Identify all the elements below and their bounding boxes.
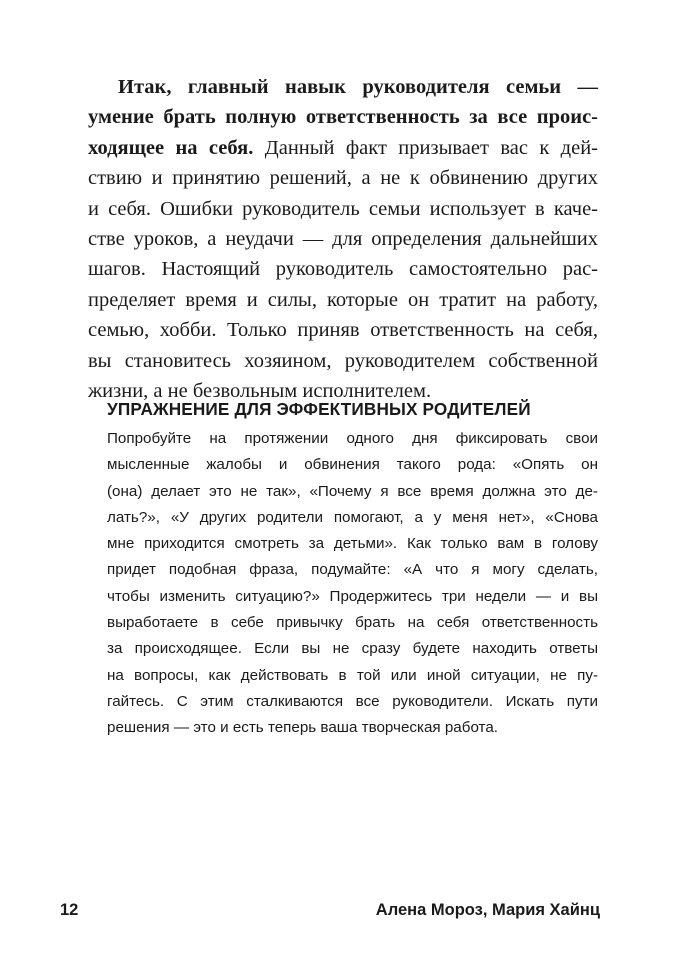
main-paragraph bbox=[88, 72, 598, 406]
exercise-line: чтобы изменить ситуацию?» Продержитесь три недели — и вы bbox=[107, 587, 598, 605]
main-paragraph-line: Итак, главный навык руководителя семьи — bbox=[118, 76, 598, 98]
exercise-line: гайтесь. С этим сталкиваются все руководители. Искать пути bbox=[107, 692, 598, 710]
exercise-line: на вопросы, как действовать в той или иной ситуации, не пу- bbox=[107, 666, 598, 684]
exercise-line: Попробуйте на протяжении одного дня фиксировать свои bbox=[107, 430, 598, 447]
main-paragraph-line: ствию и принятию решений, а не к обвинению других bbox=[88, 167, 598, 190]
exercise-line: решения — это и есть теперь ваша творческая работа. bbox=[107, 719, 499, 737]
main-paragraph-line: шагов. Настоящий руководитель самостоятельно рас- bbox=[88, 258, 598, 281]
exercise-line: (она) делает это не так», «Почему я все время должна это де- bbox=[107, 482, 598, 500]
exercise-line: мысленные жалобы и обвинения такого рода: «Опять он bbox=[107, 456, 598, 474]
exercise-line: лать?», «У других родители помогают, а у меня нет», «Снова bbox=[107, 508, 598, 526]
main-paragraph-line: пределяет время и силы, которые он тратит на работу, bbox=[88, 288, 598, 311]
main-paragraph-line: ходящее на себя. Данный факт призывает вас к дей- bbox=[88, 136, 598, 159]
page-footer bbox=[60, 898, 600, 922]
main-paragraph-line: стве уроков, а неудачи — для определения дальнейших bbox=[88, 227, 598, 250]
main-paragraph-line: семью, хобби. Только приняв ответственность на себя, bbox=[88, 319, 598, 342]
page-number: 12 bbox=[60, 901, 79, 919]
main-paragraph-line: и себя. Ошибки руководитель семьи использует в каче- bbox=[88, 197, 598, 220]
exercise-body bbox=[107, 426, 598, 742]
authors-running-footer: Алена Мороз, Мария Хайнц bbox=[375, 901, 600, 919]
exercise-line: за происходящее. Если вы не сразу будете находить ответы bbox=[107, 640, 598, 658]
exercise-line: выработаете в себе привычку брать на себя ответственность bbox=[107, 614, 598, 632]
main-paragraph-line: умение брать полную ответственность за все проис- bbox=[88, 106, 598, 129]
exercise-line: придет подобная фраза, подумайте: «А что я могу сделать, bbox=[107, 561, 598, 579]
main-paragraph-line: жизни, а не безвольным исполнителем. bbox=[88, 379, 432, 402]
exercise-line: мне приходится смотреть за детьми». Как только вам в голову bbox=[107, 535, 598, 553]
main-paragraph-line: вы становитесь хозяином, руководителем собственной bbox=[88, 349, 598, 372]
exercise-heading: УПРАЖНЕНИЕ ДЛЯ ЭФФЕКТИВНЫХ РОДИТЕЛЕЙ bbox=[107, 399, 531, 419]
